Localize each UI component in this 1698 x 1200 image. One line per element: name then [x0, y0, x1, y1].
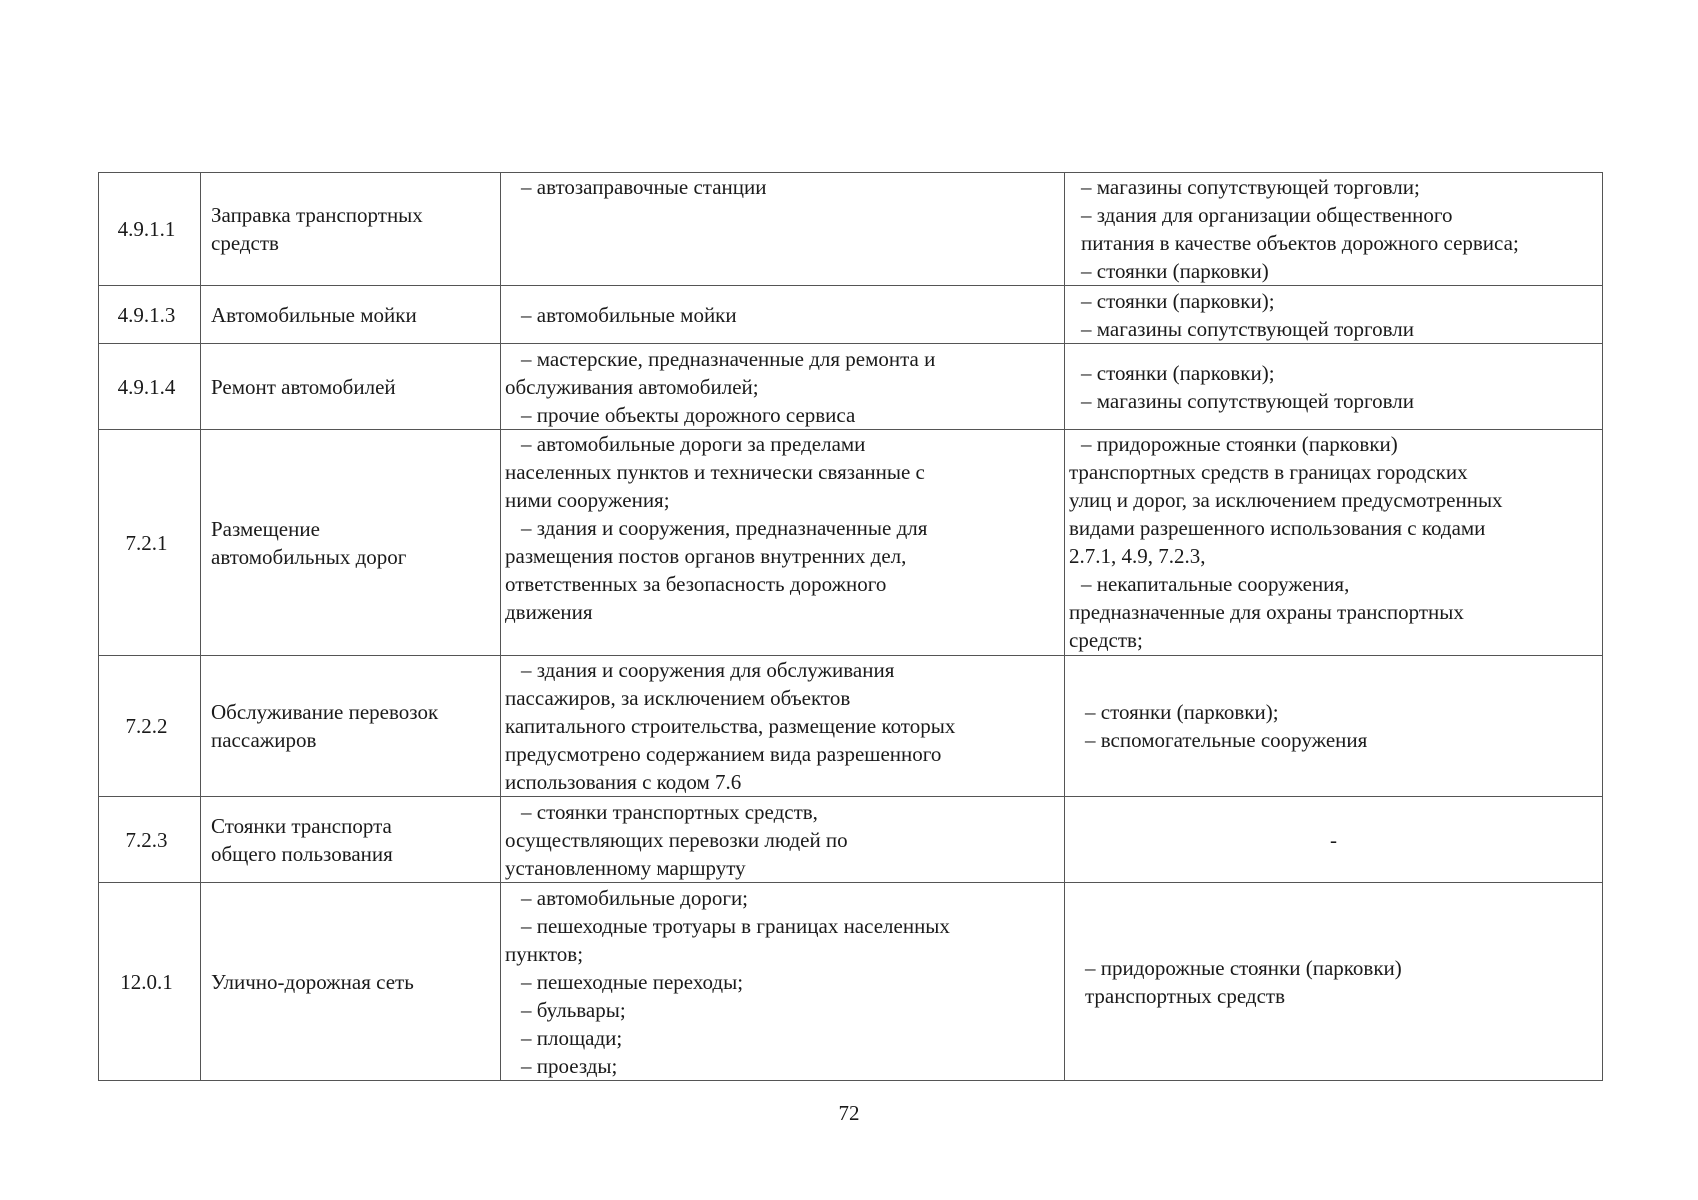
auxiliary-uses-cell: – стоянки (парковки); – магазины сопутствующей торговли [1065, 286, 1603, 344]
main-uses-cell: – автомобильные дороги; – пешеходные тротуары в границах населенных пунктов; – пешеходные переходы; – бульвары; – площади; – проезды; [501, 883, 1065, 1081]
auxiliary-uses-cell: – стоянки (парковки); – вспомогательные сооружения [1065, 656, 1603, 797]
land-use-table [98, 172, 1603, 1081]
table-row [99, 173, 1603, 286]
code-cell: 12.0.1 [99, 883, 201, 1081]
auxiliary-uses-cell: – стоянки (парковки); – магазины сопутствующей торговли [1065, 344, 1603, 430]
main-uses-cell: – здания и сооружения для обслуживания пассажиров, за исключением объектов капитального строительства, размещение которых предусмотрено содержанием вида разрешенного использования с кодом 7.6 [501, 656, 1065, 797]
name-cell: Заправка транспортных средств [201, 173, 501, 286]
code-cell: 7.2.1 [99, 430, 201, 656]
auxiliary-uses-cell: – придорожные стоянки (парковки) транспортных средств в границах городских улиц и дорог, за исключением предусмотренных видами разрешенного использования с кодами 2.7.1, 4.9, 7.2.3, – некапитальные сооружения, предназначенные для охраны транспортных средств; [1065, 430, 1603, 656]
code-cell: 4.9.1.4 [99, 344, 201, 430]
table-row [99, 286, 1603, 344]
main-uses-cell: – автомобильные дороги за пределами населенных пунктов и технически связанные с ними сооружения; – здания и сооружения, предназначенные для размещения постов органов внутренних дел, ответственных за безопасность дорожного движения [501, 430, 1065, 656]
main-uses-cell: – мастерские, предназначенные для ремонта и обслуживания автомобилей; – прочие объекты дорожного сервиса [501, 344, 1065, 430]
table-row [99, 797, 1603, 883]
table-row [99, 656, 1603, 797]
page-number: 72 [838, 1101, 860, 1125]
name-cell: Автомобильные мойки [201, 286, 501, 344]
code-cell: 7.2.3 [99, 797, 201, 883]
auxiliary-uses-cell: - [1065, 797, 1603, 883]
table-row [99, 883, 1603, 1081]
name-cell: Стоянки транспорта общего пользования [201, 797, 501, 883]
table-row [99, 344, 1603, 430]
table-row [99, 430, 1603, 656]
name-cell: Ремонт автомобилей [201, 344, 501, 430]
code-cell: 4.9.1.1 [99, 173, 201, 286]
name-cell: Улично-дорожная сеть [201, 883, 501, 1081]
main-uses-cell: – стоянки транспортных средств, осуществляющих перевозки людей по установленному маршруту [501, 797, 1065, 883]
main-uses-cell: – автозаправочные станции [501, 173, 1065, 286]
name-cell: Обслуживание перевозок пассажиров [201, 656, 501, 797]
auxiliary-uses-cell: – придорожные стоянки (парковки) транспортных средств [1065, 883, 1603, 1081]
name-cell: Размещение автомобильных дорог [201, 430, 501, 656]
code-cell: 7.2.2 [99, 656, 201, 797]
auxiliary-uses-cell: – магазины сопутствующей торговли; – здания для организации общественного питания в качестве объектов дорожного сервиса; – стоянки (парковки) [1065, 173, 1603, 286]
code-cell: 4.9.1.3 [99, 286, 201, 344]
main-uses-cell: – автомобильные мойки [501, 286, 1065, 344]
